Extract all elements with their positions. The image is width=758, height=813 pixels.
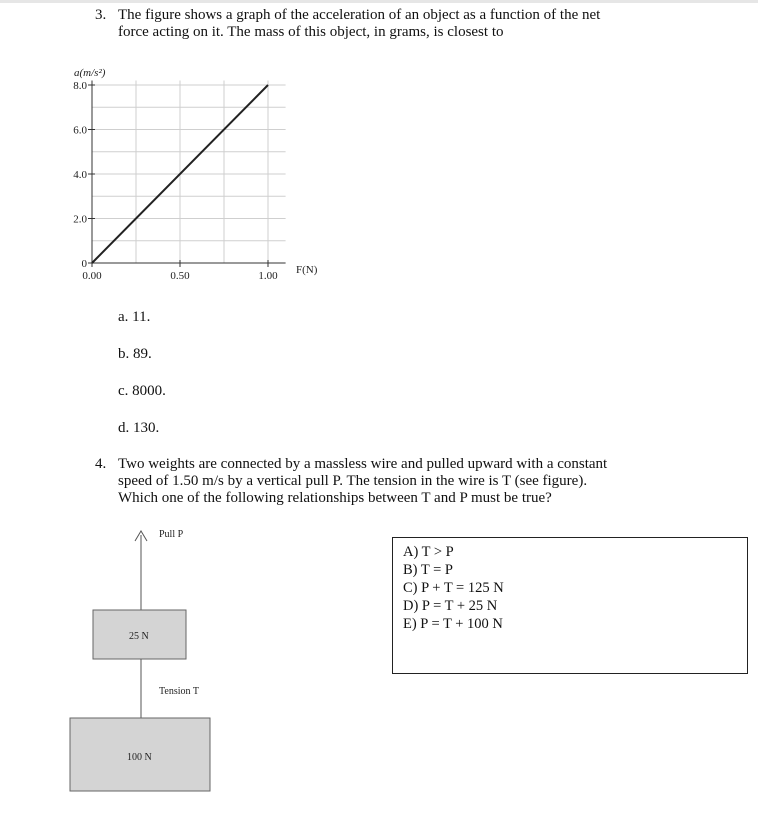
y-tick-labels bbox=[73, 80, 87, 270]
x-axis-label: F(N) bbox=[296, 264, 318, 276]
option-c[interactable]: C) P + T = 125 N bbox=[403, 580, 504, 596]
question-3-text bbox=[118, 7, 600, 41]
choice-value: 130. bbox=[133, 420, 160, 436]
question-4-line: Two weights are connected by a massless wire and pulled upward with a constant bbox=[118, 456, 608, 472]
choice-value: 11. bbox=[132, 309, 151, 325]
weights-figure bbox=[0, 520, 260, 800]
acceleration-force-graph bbox=[0, 55, 340, 300]
question-3-line: The figure shows a graph of the acceleration of an object as a function of the net bbox=[118, 7, 601, 23]
y-axis-label: a(m/s²) bbox=[74, 67, 106, 79]
choice-letter: d. bbox=[118, 420, 130, 436]
lower-weight-label: 100 N bbox=[127, 752, 152, 763]
upper-weight-label: 25 N bbox=[129, 631, 149, 642]
option-e[interactable]: E) P = T + 100 N bbox=[403, 616, 503, 632]
choice-d[interactable] bbox=[118, 420, 159, 437]
y-tick-label: 0 bbox=[81, 258, 87, 270]
question-4-line: Which one of the following relationships between T and P must be true? bbox=[118, 490, 552, 506]
x-tick-label: 1.00 bbox=[258, 270, 278, 282]
pull-label: Pull P bbox=[159, 529, 184, 540]
y-tick-label: 2.0 bbox=[73, 213, 87, 226]
choice-letter: a. bbox=[118, 309, 129, 325]
question-4-number: 4. bbox=[95, 456, 107, 472]
x-tick-label: 0.00 bbox=[82, 270, 102, 282]
option-b[interactable]: B) T = P bbox=[403, 562, 453, 578]
y-tick-label: 6.0 bbox=[73, 124, 87, 137]
grid-lines bbox=[92, 81, 286, 263]
choice-value: 89. bbox=[133, 346, 152, 362]
choice-c[interactable] bbox=[118, 383, 166, 400]
chart-axes bbox=[92, 81, 286, 263]
question-4-line: speed of 1.50 m/s by a vertical pull P. The tension in the wire is T (see figure). bbox=[118, 473, 588, 489]
choice-b[interactable] bbox=[118, 346, 152, 363]
y-tick-label: 8.0 bbox=[73, 80, 87, 92]
answer-options-box bbox=[392, 537, 748, 674]
option-d[interactable]: D) P = T + 25 N bbox=[403, 598, 498, 614]
option-a[interactable]: A) T > P bbox=[403, 544, 454, 560]
choice-value: 8000. bbox=[132, 383, 166, 399]
question-3-number: 3. bbox=[95, 7, 107, 23]
choice-a[interactable] bbox=[118, 309, 150, 326]
x-tick-label: 0.50 bbox=[170, 270, 190, 282]
question-3-line: force acting on it. The mass of this object, in grams, is closest to bbox=[118, 24, 504, 40]
top-rule bbox=[0, 0, 758, 3]
question-4-text bbox=[118, 456, 607, 507]
y-tick-label: 4.0 bbox=[73, 169, 87, 181]
x-tick-labels bbox=[82, 270, 278, 282]
tension-label: Tension T bbox=[159, 686, 199, 697]
choice-letter: c. bbox=[118, 383, 129, 399]
choice-letter: b. bbox=[118, 346, 130, 362]
